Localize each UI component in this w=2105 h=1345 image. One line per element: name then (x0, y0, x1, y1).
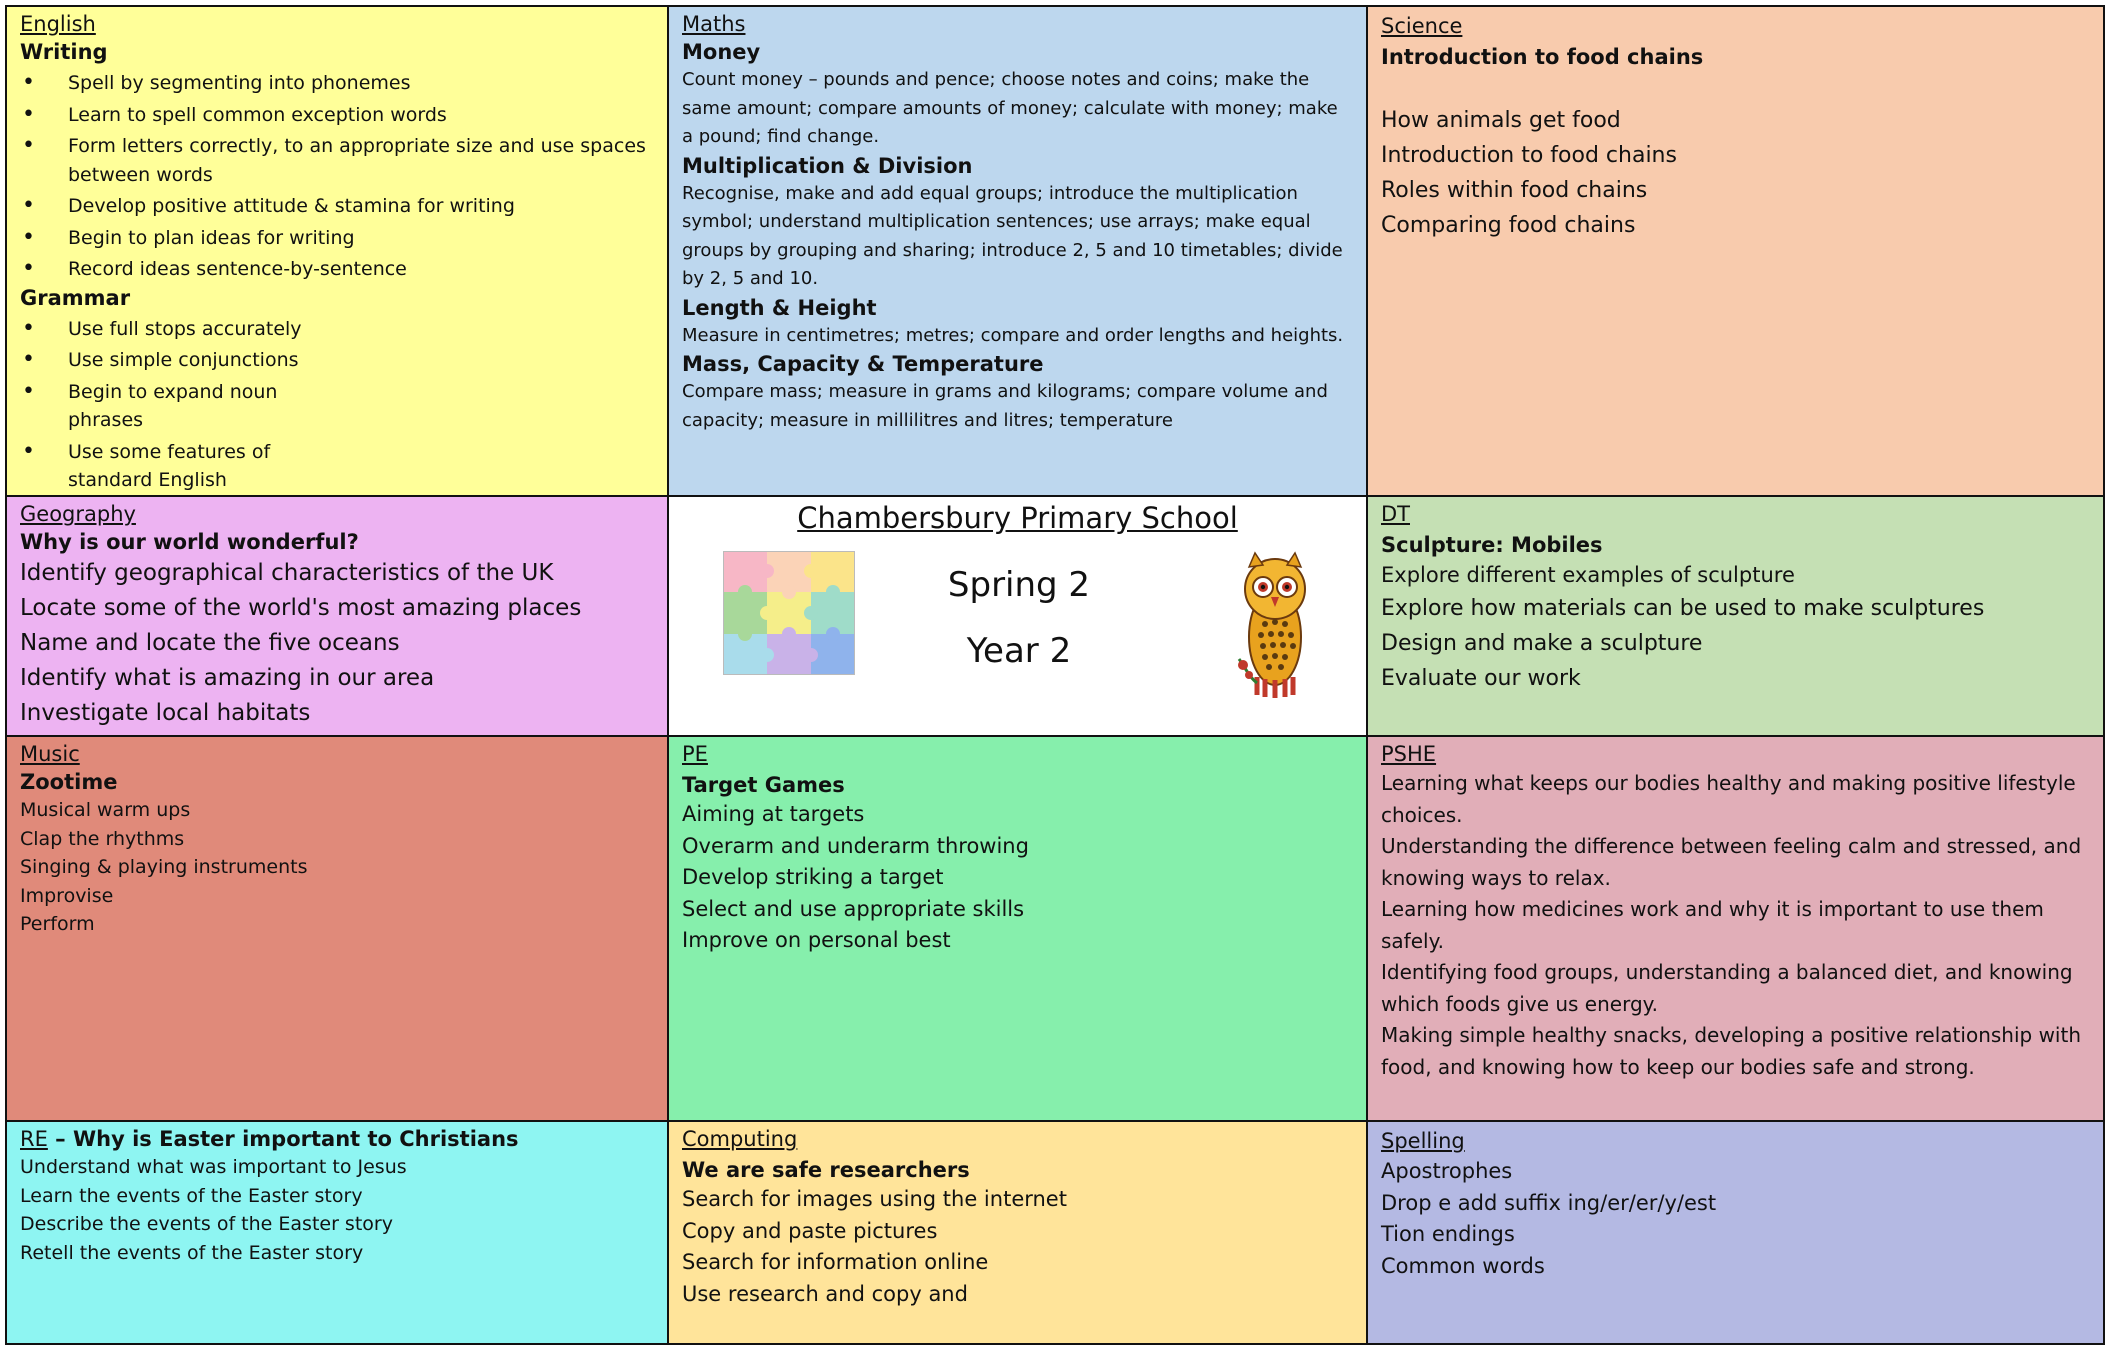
list-item: Retell the events of the Easter story (20, 1241, 364, 1264)
list-item: • Record ideas sentence-by-sentence (20, 255, 654, 284)
writing-list (20, 69, 654, 284)
list-item: Search for images using the internet (682, 1187, 1067, 1211)
list-item: Investigate local habitats (20, 700, 311, 726)
re-heading-text: – Why is Easter important to Christians (47, 1127, 519, 1151)
english-title: English (20, 12, 96, 36)
list-item: Tion endings (1381, 1222, 1515, 1246)
spelling-title: Spelling (1381, 1129, 1465, 1153)
re-heading (20, 1125, 654, 1153)
term-label: Spring 2 (947, 565, 1091, 605)
dt-title: DT (1381, 502, 1410, 526)
list-item: Identify what is amazing in our area (20, 665, 435, 691)
list-item: Learn the events of the Easter story (20, 1184, 363, 1207)
grammar-list (20, 315, 654, 495)
list-item: Perform (20, 913, 95, 935)
maths-section-heading: Length & Height (682, 295, 877, 320)
grammar-heading: Grammar (20, 285, 131, 310)
list-item: Copy and paste pictures (682, 1218, 938, 1243)
list-item: Use research and copy and (682, 1281, 968, 1306)
list-item: Describe the events of the Easter story (20, 1213, 393, 1235)
list-item: Identify geographical characteristics of the UK (20, 560, 554, 586)
list-item: Singing & playing instruments (20, 856, 308, 878)
list-item: Learning what keeps our bodies healthy and making positive lifestyle choices. (1381, 771, 2076, 827)
list-item: Search for information online (682, 1250, 989, 1274)
list-item: • Learn to spell common exception words (20, 101, 654, 130)
list-item: Identifying food groups, understanding a balanced diet, and knowing which foods give us energy. (1381, 960, 2073, 1016)
list-item: Improvise (20, 884, 114, 907)
list-item: Introduction to food chains (1381, 143, 1677, 168)
list-item: Select and use appropriate skills (682, 896, 1025, 921)
maths-section-heading: Mass, Capacity & Temperature (682, 352, 1044, 376)
science-title: Science (1381, 14, 1463, 38)
list-item: Develop striking a target (682, 865, 944, 889)
maths-section-text: Count money – pounds and pence; choose notes and coins; make the same amount; compare amounts of money; calculate with money; make a pound; find change. (682, 69, 1338, 147)
spelling-panel (1366, 1120, 2105, 1345)
pe-heading: Target Games (682, 773, 845, 797)
maths-title: Maths (682, 12, 746, 36)
list-item: • Use some features of standard English (20, 438, 654, 495)
computing-panel (667, 1120, 1368, 1345)
list-item: • Begin to plan ideas for writing (20, 224, 654, 253)
english-panel (5, 5, 669, 497)
science-heading: Introduction to food chains (1381, 45, 1704, 69)
list-item: Overarm and underarm throwing (682, 833, 1029, 858)
list-item: How animals get food (1381, 108, 1621, 133)
list-item: Comparing food chains (1381, 213, 1636, 238)
pe-title: PE (682, 742, 708, 766)
list-item: Evaluate our work (1381, 666, 1581, 691)
list-item: Roles within food chains (1381, 178, 1648, 203)
list-item: Understanding the difference between feeling calm and stressed, and knowing ways to relax. (1381, 834, 2082, 890)
geography-title: Geography (20, 502, 136, 526)
list-item: • Spell by segmenting into phonemes (20, 69, 654, 98)
owl-icon (1235, 549, 1315, 699)
dt-heading: Sculpture: Mobiles (1381, 533, 1603, 557)
year-label: Year 2 (966, 631, 1072, 671)
list-item: Common words (1381, 1253, 1545, 1278)
maths-section-heading: Money (682, 40, 761, 64)
re-title: RE (20, 1127, 48, 1151)
list-item: Making simple healthy snacks, developing a positive relationship with food, and knowing how to keep our bodies safe and strong. (1381, 1023, 2081, 1079)
geography-panel (5, 495, 669, 737)
school-name: Chambersbury Primary School (797, 501, 1238, 535)
maths-section-text: Measure in centimetres; metres; compare and order lengths and heights. (682, 324, 1344, 346)
pshe-panel (1366, 735, 2105, 1122)
list-item: Clap the rhythms (20, 827, 185, 850)
maths-panel (667, 5, 1368, 497)
music-panel (5, 735, 669, 1122)
computing-heading: We are safe researchers (682, 1158, 970, 1182)
pe-panel (667, 735, 1368, 1122)
list-item: Name and locate the five oceans (20, 630, 400, 656)
curriculum-grid (5, 5, 2105, 1338)
dt-panel (1366, 495, 2105, 737)
pshe-title: PSHE (1381, 742, 1437, 766)
list-item: Learning how medicines work and why it is important to use them safely. (1381, 897, 2044, 953)
puzzle-icon (723, 551, 855, 675)
computing-title: Computing (682, 1127, 798, 1151)
list-item: Explore different examples of sculpture (1381, 563, 1795, 587)
list-item: Aiming at targets (682, 802, 865, 826)
list-item: • Use simple conjunctions (20, 346, 654, 375)
list-item: Design and make a sculpture (1381, 631, 1703, 656)
music-title: Music (20, 742, 80, 766)
writing-heading: Writing (20, 40, 108, 64)
geography-heading: Why is our world wonderful? (20, 530, 359, 554)
list-item: Locate some of the world's most amazing places (20, 595, 582, 621)
maths-section-text: Recognise, make and add equal groups; introduce the multiplication symbol; understand multiplication sentences; use arrays; make equal groups by grouping and sharing; introduce 2, 5 and 10 timetables; divide by 2, 5 and 10. (682, 182, 1343, 289)
title-panel (667, 495, 1368, 737)
list-item: Musical warm ups (20, 799, 191, 821)
list-item: Improve on personal best (682, 928, 951, 952)
science-panel (1366, 5, 2105, 497)
maths-section-text: Compare mass; measure in grams and kilograms; compare volume and capacity; measure in millilitres and litres; temperature (682, 381, 1328, 431)
list-item: • Use full stops accurately (20, 315, 654, 344)
list-item: • Develop positive attitude & stamina for writing (20, 192, 654, 221)
list-item: Understand what was important to Jesus (20, 1156, 407, 1178)
list-item: Apostrophes (1381, 1159, 1513, 1183)
music-heading: Zootime (20, 770, 118, 794)
maths-section-heading: Multiplication & Division (682, 153, 973, 178)
list-item: Explore how materials can be used to make sculptures (1381, 596, 1985, 621)
re-panel (5, 1120, 669, 1345)
list-item: • Form letters correctly, to an appropriate size and use spaces between words (20, 132, 654, 189)
list-item: Drop e add suffix ing/er/er/y/est (1381, 1190, 1717, 1215)
list-item: • Begin to expand noun phrases (20, 378, 654, 435)
